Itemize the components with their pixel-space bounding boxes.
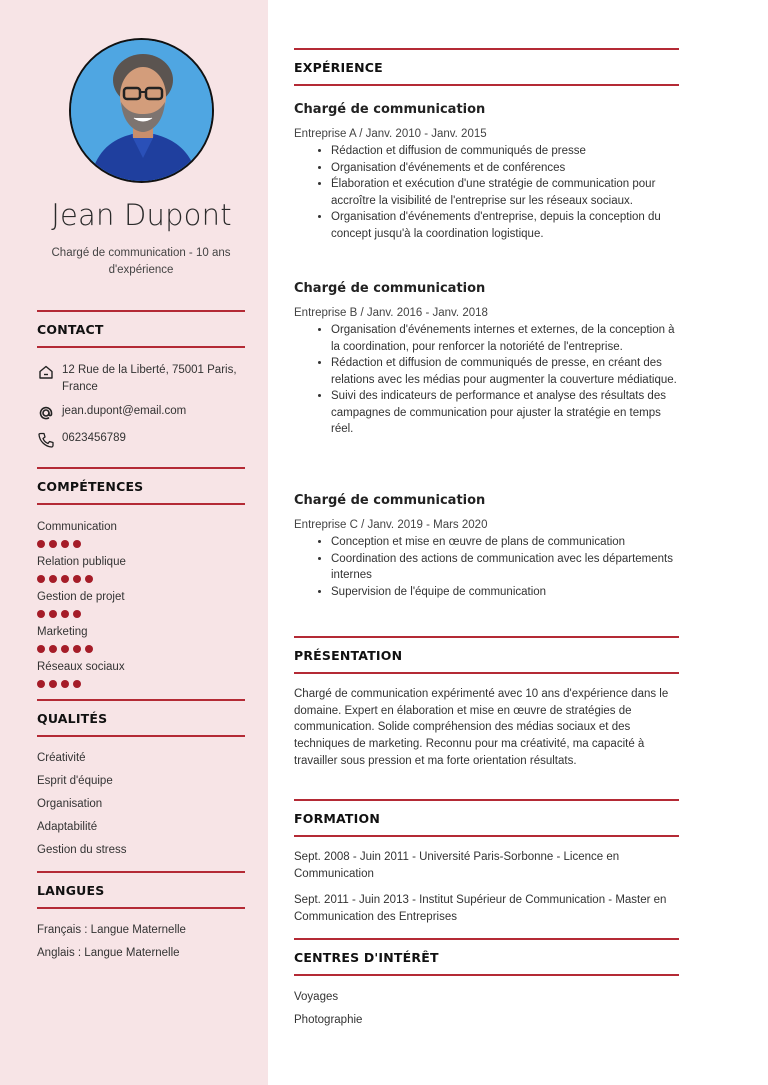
skill-label: Marketing [37, 626, 88, 638]
skill-level-dot [37, 575, 45, 583]
job-bullet: • Supervision de l'équipe de communication [331, 584, 679, 601]
job-bullet: • Organisation d'événements et de conférences [331, 160, 679, 177]
skill-level-dots [37, 575, 237, 583]
skill-level-dot [73, 540, 81, 548]
skill-level-dot [49, 610, 57, 618]
skill-label: Relation publique [37, 556, 126, 568]
skill-label: Réseaux sociaux [37, 661, 125, 673]
skill-item [37, 555, 237, 583]
at-sign-icon [37, 404, 55, 422]
skill-level-dot [61, 575, 69, 583]
contact-heading-text: CONTACT [37, 321, 104, 337]
job-bullets [331, 534, 679, 600]
skill-level-dot [61, 680, 69, 688]
skill-level-dot [61, 645, 69, 653]
job-bullet: • Organisation d'événements d'entreprise, depuis la conception du concept jusqu'à la coordination logistique. [331, 209, 679, 242]
home-icon [37, 363, 55, 381]
job-bullet: • Organisation d'événements internes et externes, de la conception à la coordination, pour renforcer la notoriété de l'entreprise. [331, 322, 679, 355]
job-title: Chargé de communication [294, 281, 486, 296]
skill-level-dot [37, 645, 45, 653]
skill-level-dot [49, 645, 57, 653]
quality-item: Gestion du stress [37, 844, 127, 856]
skill-level-dot [85, 645, 93, 653]
skill-item [37, 520, 237, 548]
quality-item: Esprit d'équipe [37, 775, 113, 787]
languages-heading [37, 871, 245, 909]
experience-heading [294, 48, 679, 86]
job-entry [294, 493, 679, 600]
job-bullet: • Conception et mise en œuvre de plans de communication [331, 534, 679, 551]
skill-level-dot [49, 575, 57, 583]
skill-level-dots [37, 680, 237, 688]
presentation-text: Chargé de communication expérimenté avec 10 ans d'expérience dans le domaine. Expert en élaboration et mise en œuvre de stratégies de communication. Solide compréhension des médias sociaux et des techniques de marketing. Reconnu pour ma créativité, ma capacité à travailler sous pression et ma forte orientation résultats. [294, 688, 669, 767]
quality-item: Organisation [37, 798, 103, 810]
education-heading [294, 799, 679, 837]
skill-level-dot [73, 680, 81, 688]
job-meta: Entreprise C / Janv. 2019 - Mars 2020 [294, 519, 488, 531]
qualities-heading-text: QUALITÉS [37, 710, 108, 726]
contact-email-text: jean.dupont@email.com [62, 405, 187, 417]
interests-heading-text: CENTRES D'INTÉRÊT [294, 949, 439, 965]
skill-level-dot [61, 610, 69, 618]
language-item: Français : Langue Maternelle [37, 924, 186, 936]
skill-item [37, 625, 237, 653]
skills-heading-text: COMPÉTENCES [37, 478, 144, 494]
job-title: Chargé de communication [294, 493, 486, 508]
presentation-heading-text: PRÉSENTATION [294, 647, 403, 663]
education-item: Sept. 2008 - Juin 2011 - Université Paris-Sorbonne - Licence en Communication [294, 851, 620, 880]
job-meta: Entreprise A / Janv. 2010 - Janv. 2015 [294, 128, 487, 140]
languages-heading-text: LANGUES [37, 882, 105, 898]
interest-item: Voyages [294, 991, 339, 1003]
profile-name: Jean Dupont [51, 198, 232, 232]
job-entry [294, 102, 679, 242]
contact-address-text: 12 Rue de la Liberté, 75001 Paris, France [62, 364, 237, 393]
skill-level-dots [37, 540, 237, 548]
skill-level-dot [49, 540, 57, 548]
education-heading-text: FORMATION [294, 810, 380, 826]
skill-level-dots [37, 645, 237, 653]
skill-level-dot [49, 680, 57, 688]
education-item: Sept. 2011 - Juin 2013 - Institut Supérieur de Communication - Master en Communication des Entreprises [294, 894, 667, 923]
quality-item: Adaptabilité [37, 821, 98, 833]
skills-heading [37, 467, 245, 505]
contact-phone [37, 430, 247, 449]
interest-item: Photographie [294, 1014, 363, 1026]
experience-heading-text: EXPÉRIENCE [294, 59, 383, 75]
job-bullet: • Coordination des actions de communication avec les départements internes [331, 551, 679, 584]
skill-item [37, 590, 237, 618]
quality-item: Créativité [37, 752, 86, 764]
skill-level-dots [37, 610, 237, 618]
skill-level-dot [73, 575, 81, 583]
job-bullet: • Rédaction et diffusion de communiqués de presse [331, 143, 679, 160]
skill-label: Communication [37, 521, 117, 533]
skill-level-dot [37, 540, 45, 548]
job-meta: Entreprise B / Janv. 2016 - Janv. 2018 [294, 307, 488, 319]
skill-label: Gestion de projet [37, 591, 125, 603]
skill-level-dot [73, 645, 81, 653]
contact-address [37, 362, 247, 396]
job-title: Chargé de communication [294, 102, 486, 117]
sidebar [0, 0, 268, 1085]
interests-heading [294, 938, 679, 976]
job-bullet: • Rédaction et diffusion de communiqués de presse, en créant des relations avec les médias pour augmenter la couverture médiatique. [331, 355, 679, 388]
skill-level-dot [73, 610, 81, 618]
skill-level-dot [37, 610, 45, 618]
contact-phone-text: 0623456789 [62, 432, 126, 444]
skill-level-dot [37, 680, 45, 688]
job-bullet: • Suivi des indicateurs de performance et analyse des résultats des campagnes de communication pour ajuster la stratégie en temps réel. [331, 388, 679, 438]
skill-level-dot [85, 575, 93, 583]
contact-email [37, 403, 247, 422]
language-item: Anglais : Langue Maternelle [37, 947, 180, 959]
qualities-heading [37, 699, 245, 737]
job-bullet: • Élaboration et exécution d'une stratégie de communication pour accroître la visibilité de l'entreprise sur les réseaux sociaux. [331, 176, 679, 209]
profile-subtitle: Chargé de communication - 10 ans d'expérience [51, 247, 231, 276]
profile-photo [69, 38, 214, 183]
presentation-heading [294, 636, 679, 674]
skill-level-dot [61, 540, 69, 548]
job-entry [294, 281, 679, 438]
phone-icon [37, 431, 55, 449]
job-bullets [331, 143, 679, 242]
job-bullets [331, 322, 679, 438]
skill-item [37, 660, 237, 688]
contact-heading [37, 310, 245, 348]
